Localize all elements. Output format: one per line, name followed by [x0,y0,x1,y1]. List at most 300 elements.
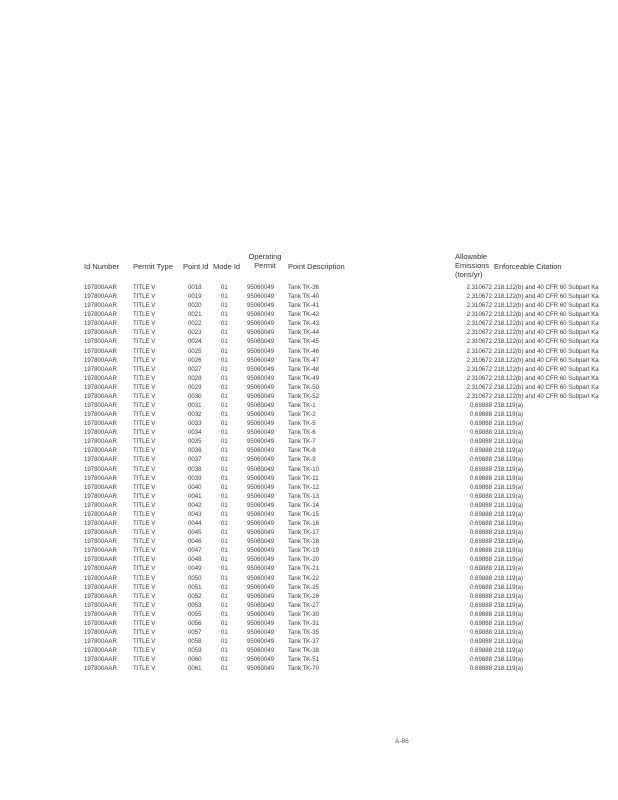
cell-operating-permit: 95060049 [247,510,275,518]
cell-id-number: 197800AAR [84,619,117,627]
cell-enforceable-citation: 218.122(b) and 40 CFR 60 Subpart Ka [494,392,599,400]
cell-id-number: 197800AAR [84,574,117,582]
cell-mode-id: 01 [221,347,228,355]
cell-enforceable-citation: 218.119(a) [494,402,524,410]
cell-permit-type: TITLE V [133,529,156,537]
header-point-id: Point Id [183,262,209,271]
table-row [0,328,618,337]
cell-allowable-emissions: 2.310672 [466,374,492,382]
cell-mode-id: 01 [221,392,228,400]
cell-allowable-emissions: 2.310672 [466,293,492,301]
cell-enforceable-citation: 218.122(b) and 40 CFR 60 Subpart Ka [494,338,599,346]
cell-mode-id: 01 [221,329,228,337]
table-row [0,465,618,474]
cell-point-description: Tank TK-45 [288,338,320,346]
cell-allowable-emissions: 2.310672 [466,284,492,291]
cell-enforceable-citation: 218.119(a) [494,538,524,546]
cell-point-id: 0044 [188,520,202,528]
cell-operating-permit: 95060049 [247,574,275,582]
cell-operating-permit: 95060049 [247,465,275,473]
cell-point-id: 0059 [188,647,202,655]
cell-mode-id: 01 [221,456,228,464]
cell-enforceable-citation: 218.119(a) [494,556,524,564]
cell-operating-permit: 95060049 [247,565,275,573]
cell-point-id: 0048 [188,556,202,564]
cell-point-id: 0028 [188,374,202,382]
cell-permit-type: TITLE V [133,392,156,400]
cell-operating-permit: 95060049 [247,592,275,600]
table-row [0,628,618,637]
cell-enforceable-citation: 218.122(b) and 40 CFR 60 Subpart Ka [494,356,599,364]
cell-allowable-emissions: 2.310672 [466,302,492,310]
cell-permit-type: TITLE V [133,356,156,364]
cell-permit-type: TITLE V [133,347,156,355]
table-row [0,337,618,346]
cell-id-number: 197800AAR [84,383,117,391]
cell-allowable-emissions: 0.69888 [469,483,492,491]
cell-mode-id: 01 [221,420,228,428]
cell-point-id: 0036 [188,447,202,455]
cell-operating-permit: 95060049 [247,438,275,446]
cell-point-description: Tank TK-21 [288,565,320,573]
cell-permit-type: TITLE V [133,638,156,646]
cell-enforceable-citation: 218.119(a) [494,501,524,509]
table-row [0,492,618,501]
cell-enforceable-citation: 218.122(b) and 40 CFR 60 Subpart Ka [494,311,599,319]
cell-point-description: Tank TK-43 [288,320,320,328]
cell-id-number: 197800AAR [84,447,117,455]
table-row [0,528,618,537]
header-enforceable-citation: Enforceable Citation [494,262,562,271]
cell-permit-type: TITLE V [133,383,156,391]
cell-permit-type: TITLE V [133,547,156,555]
table-row [0,601,618,610]
cell-enforceable-citation: 218.119(a) [494,647,524,655]
cell-id-number: 197800AAR [84,583,117,591]
cell-mode-id: 01 [221,601,228,609]
cell-point-description: Tank TK-12 [288,483,320,491]
cell-point-description: Tank TK-40 [288,293,320,301]
cell-allowable-emissions: 2.310672 [466,356,492,364]
cell-mode-id: 01 [221,311,228,319]
cell-id-number: 197800AAR [84,656,117,664]
cell-enforceable-citation: 218.119(a) [494,429,524,437]
cell-point-description: Tank TK-25 [288,583,320,591]
cell-id-number: 197800AAR [84,547,117,555]
table-row [0,383,618,392]
cell-permit-type: TITLE V [133,429,156,437]
cell-permit-type: TITLE V [133,601,156,609]
cell-point-id: 0027 [188,365,202,373]
cell-allowable-emissions: 0.69888 [469,456,492,464]
cell-mode-id: 01 [221,610,228,618]
cell-allowable-emissions: 0.69888 [469,420,492,428]
header-permit-type: Permit Type [133,262,173,271]
cell-point-description: Tank TK-42 [288,311,320,319]
cell-enforceable-citation: 218.122(b) and 40 CFR 60 Subpart Ka [494,302,599,310]
cell-mode-id: 01 [221,547,228,555]
cell-id-number: 197800AAR [84,501,117,509]
cell-mode-id: 01 [221,619,228,627]
cell-operating-permit: 95060049 [247,392,275,400]
cell-operating-permit: 95060049 [247,556,275,564]
cell-mode-id: 01 [221,565,228,573]
table-row [0,592,618,601]
cell-point-description: Tank TK-36 [288,284,320,291]
cell-mode-id: 01 [221,583,228,591]
cell-permit-type: TITLE V [133,302,156,310]
cell-point-id: 0061 [188,665,202,673]
cell-permit-type: TITLE V [133,647,156,655]
cell-point-description: Tank TK-51 [288,656,320,664]
cell-point-id: 0050 [188,574,202,582]
cell-permit-type: TITLE V [133,402,156,410]
cell-allowable-emissions: 0.69888 [469,583,492,591]
header-allowable-emissions: Allowable Emissions (tons/yr) [455,252,490,279]
cell-id-number: 197800AAR [84,538,117,546]
cell-id-number: 197800AAR [84,647,117,655]
cell-point-description: Tank TK-16 [288,520,320,528]
cell-point-description: Tank TK-17 [288,529,320,537]
table-row [0,646,618,655]
cell-permit-type: TITLE V [133,510,156,518]
cell-enforceable-citation: 218.119(a) [494,456,524,464]
cell-point-id: 0037 [188,456,202,464]
cell-point-description: Tank TK-11 [288,474,319,482]
cell-permit-type: TITLE V [133,447,156,455]
cell-point-id: 0040 [188,483,202,491]
table-row [0,374,618,383]
cell-id-number: 197800AAR [84,338,117,346]
cell-allowable-emissions: 0.69888 [469,402,492,410]
cell-allowable-emissions: 2.310672 [466,320,492,328]
cell-point-id: 0034 [188,429,202,437]
cell-id-number: 197800AAR [84,356,117,364]
cell-mode-id: 01 [221,429,228,437]
cell-permit-type: TITLE V [133,492,156,500]
cell-operating-permit: 95060049 [247,638,275,646]
cell-point-id: 0039 [188,474,202,482]
cell-id-number: 197800AAR [84,311,117,319]
cell-enforceable-citation: 218.119(a) [494,574,524,582]
cell-allowable-emissions: 0.69888 [469,628,492,636]
cell-mode-id: 01 [221,665,228,673]
header-id-number: Id Number [84,262,120,271]
cell-enforceable-citation: 218.119(a) [494,420,524,428]
table-row [0,365,618,374]
cell-mode-id: 01 [221,538,228,546]
cell-point-id: 0022 [188,320,202,328]
cell-operating-permit: 95060049 [247,474,275,482]
cell-operating-permit: 95060049 [247,293,275,301]
cell-mode-id: 01 [221,492,228,500]
cell-permit-type: TITLE V [133,474,156,482]
cell-mode-id: 01 [221,510,228,518]
cell-point-id: 0041 [188,492,202,500]
cell-id-number: 197800AAR [84,374,117,382]
cell-point-id: 0030 [188,392,202,400]
cell-operating-permit: 95060049 [247,420,275,428]
cell-operating-permit: 95060049 [247,302,275,310]
cell-point-description: Tank TK-2 [288,411,316,419]
table-row [0,574,618,583]
cell-id-number: 197800AAR [84,510,117,518]
cell-id-number: 197800AAR [84,365,117,373]
cell-permit-type: TITLE V [133,501,156,509]
cell-permit-type: TITLE V [133,656,156,664]
cell-enforceable-citation: 218.122(b) and 40 CFR 60 Subpart Ka [494,329,599,337]
cell-allowable-emissions: 0.69888 [469,438,492,446]
cell-allowable-emissions: 2.310672 [466,329,492,337]
table-row [0,301,618,310]
cell-id-number: 197800AAR [84,628,117,636]
cell-id-number: 197800AAR [84,665,117,673]
cell-operating-permit: 95060049 [247,347,275,355]
cell-enforceable-citation: 218.119(a) [494,610,524,618]
cell-enforceable-citation: 218.119(a) [494,465,524,473]
cell-point-id: 0047 [188,547,202,555]
cell-allowable-emissions: 2.310672 [466,383,492,391]
cell-id-number: 197800AAR [84,520,117,528]
cell-operating-permit: 95060049 [247,356,275,364]
cell-mode-id: 01 [221,638,228,646]
table-row [0,356,618,365]
cell-mode-id: 01 [221,402,228,410]
cell-enforceable-citation: 218.119(a) [494,510,524,518]
table-row [0,546,618,555]
cell-operating-permit: 95060049 [247,619,275,627]
cell-id-number: 197800AAR [84,347,117,355]
cell-operating-permit: 95060049 [247,601,275,609]
cell-enforceable-citation: 218.119(a) [494,565,524,573]
cell-permit-type: TITLE V [133,556,156,564]
cell-permit-type: TITLE V [133,293,156,301]
cell-permit-type: TITLE V [133,420,156,428]
cell-point-description: Tank TK-27 [288,601,320,609]
cell-permit-type: TITLE V [133,365,156,373]
cell-permit-type: TITLE V [133,610,156,618]
cell-mode-id: 01 [221,474,228,482]
cell-point-id: 0018 [188,284,202,291]
cell-enforceable-citation: 218.119(a) [494,483,524,491]
cell-allowable-emissions: 2.310672 [466,311,492,319]
cell-allowable-emissions: 0.69888 [469,592,492,600]
cell-id-number: 197800AAR [84,456,117,464]
cell-point-description: Tank TK-18 [288,538,320,546]
cell-point-description: Tank TK-14 [288,501,320,509]
cell-mode-id: 01 [221,374,228,382]
cell-enforceable-citation: 218.122(b) and 40 CFR 60 Subpart Ka [494,293,599,301]
cell-enforceable-citation: 218.119(a) [494,619,524,627]
cell-enforceable-citation: 218.119(a) [494,665,524,673]
cell-allowable-emissions: 0.69888 [469,601,492,609]
cell-mode-id: 01 [221,356,228,364]
cell-point-description: Tank TK-31 [288,619,320,627]
cell-mode-id: 01 [221,520,228,528]
table-row [0,483,618,492]
cell-mode-id: 01 [221,501,228,509]
cell-mode-id: 01 [221,365,228,373]
cell-point-description: Tank TK-50 [288,383,320,391]
cell-point-id: 0020 [188,302,202,310]
cell-point-description: Tank TK-10 [288,465,320,473]
table-row [0,583,618,592]
cell-id-number: 197800AAR [84,492,117,500]
cell-enforceable-citation: 218.119(a) [494,638,524,646]
cell-permit-type: TITLE V [133,338,156,346]
cell-point-description: Tank TK-7 [288,438,316,446]
cell-mode-id: 01 [221,656,228,664]
cell-enforceable-citation: 218.122(b) and 40 CFR 60 Subpart Ka [494,284,599,291]
cell-permit-type: TITLE V [133,456,156,464]
table-row [0,392,618,401]
cell-operating-permit: 95060049 [247,547,275,555]
cell-point-id: 0035 [188,438,202,446]
table-row [0,519,618,528]
cell-enforceable-citation: 218.119(a) [494,583,524,591]
cell-operating-permit: 95060049 [247,284,275,291]
cell-id-number: 197800AAR [84,284,117,291]
cell-allowable-emissions: 0.69888 [469,656,492,664]
cell-point-id: 0031 [188,402,202,410]
cell-permit-type: TITLE V [133,619,156,627]
cell-allowable-emissions: 0.69888 [469,547,492,555]
cell-allowable-emissions: 2.310672 [466,338,492,346]
cell-enforceable-citation: 218.119(a) [494,529,524,537]
cell-mode-id: 01 [221,411,228,419]
cell-id-number: 197800AAR [84,293,117,301]
cell-allowable-emissions: 0.69888 [469,492,492,500]
cell-allowable-emissions: 0.69888 [469,465,492,473]
cell-point-id: 0021 [188,311,202,319]
cell-allowable-emissions: 0.69888 [469,529,492,537]
cell-operating-permit: 95060049 [247,520,275,528]
cell-point-description: Tank TK-70 [288,665,320,673]
table-row [0,437,618,446]
cell-point-id: 0060 [188,656,202,664]
cell-allowable-emissions: 0.69888 [469,665,492,673]
cell-mode-id: 01 [221,465,228,473]
cell-operating-permit: 95060049 [247,447,275,455]
cell-point-id: 0019 [188,293,202,301]
cell-allowable-emissions: 0.69888 [469,447,492,455]
cell-id-number: 197800AAR [84,483,117,491]
cell-permit-type: TITLE V [133,374,156,382]
cell-permit-type: TITLE V [133,438,156,446]
cell-point-id: 0038 [188,465,202,473]
cell-point-description: Tank TK-46 [288,347,320,355]
table-row [0,410,618,419]
table-row [0,319,618,328]
cell-enforceable-citation: 218.119(a) [494,601,524,609]
table-row [0,555,618,564]
cell-allowable-emissions: 0.69888 [469,429,492,437]
cell-permit-type: TITLE V [133,311,156,319]
cell-allowable-emissions: 0.69888 [469,565,492,573]
cell-point-description: Tank TK-22 [288,574,320,582]
cell-permit-type: TITLE V [133,465,156,473]
cell-operating-permit: 95060049 [247,583,275,591]
cell-allowable-emissions: 0.69888 [469,538,492,546]
cell-id-number: 197800AAR [84,556,117,564]
header-point-description: Point Description [288,262,345,271]
cell-id-number: 197800AAR [84,438,117,446]
cell-operating-permit: 95060049 [247,311,275,319]
cell-point-id: 0053 [188,601,202,609]
cell-operating-permit: 95060049 [247,320,275,328]
cell-point-id: 0056 [188,619,202,627]
cell-point-description: Tank TK-26 [288,592,320,600]
cell-operating-permit: 95060049 [247,329,275,337]
cell-enforceable-citation: 218.122(b) and 40 CFR 60 Subpart Ka [494,365,599,373]
cell-allowable-emissions: 0.69888 [469,411,492,419]
cell-point-description: Tank TK-48 [288,365,320,373]
cell-allowable-emissions: 2.310672 [466,347,492,355]
cell-permit-type: TITLE V [133,665,156,673]
cell-point-id: 0051 [188,583,202,591]
page-number: A-86 [395,738,409,745]
cell-operating-permit: 95060049 [247,492,275,500]
cell-operating-permit: 95060049 [247,338,275,346]
table-row [0,637,618,646]
cell-point-description: Tank TK-1 [288,402,316,410]
cell-id-number: 197800AAR [84,592,117,600]
cell-point-id: 0029 [188,383,202,391]
table-row [0,655,618,664]
cell-permit-type: TITLE V [133,329,156,337]
cell-enforceable-citation: 218.122(b) and 40 CFR 60 Subpart Ka [494,383,599,391]
table-row [0,619,618,628]
cell-id-number: 197800AAR [84,610,117,618]
cell-operating-permit: 95060049 [247,647,275,655]
cell-operating-permit: 95060049 [247,529,275,537]
cell-point-description: Tank TK-35 [288,628,320,636]
cell-allowable-emissions: 0.69888 [469,520,492,528]
cell-point-description: Tank TK-13 [288,492,320,500]
cell-permit-type: TITLE V [133,565,156,573]
table-row [0,428,618,437]
cell-permit-type: TITLE V [133,320,156,328]
cell-mode-id: 01 [221,483,228,491]
cell-mode-id: 01 [221,438,228,446]
cell-id-number: 197800AAR [84,565,117,573]
cell-allowable-emissions: 0.69888 [469,474,492,482]
cell-id-number: 197800AAR [84,638,117,646]
cell-enforceable-citation: 218.119(a) [494,492,524,500]
cell-id-number: 197800AAR [84,420,117,428]
cell-operating-permit: 95060049 [247,610,275,618]
table-row [0,664,618,673]
cell-permit-type: TITLE V [133,583,156,591]
cell-id-number: 197800AAR [84,329,117,337]
cell-point-description: Tank TK-19 [288,547,320,555]
table-row [0,474,618,483]
cell-mode-id: 01 [221,447,228,455]
cell-enforceable-citation: 218.119(a) [494,592,524,600]
cell-point-id: 0046 [188,538,202,546]
cell-point-id: 0033 [188,420,202,428]
cell-mode-id: 01 [221,556,228,564]
cell-id-number: 197800AAR [84,601,117,609]
cell-point-description: Tank TK-30 [288,610,320,618]
cell-operating-permit: 95060049 [247,374,275,382]
cell-point-description: Tank TK-47 [288,356,320,364]
cell-permit-type: TITLE V [133,483,156,491]
cell-point-id: 0043 [188,510,202,518]
cell-operating-permit: 95060049 [247,656,275,664]
cell-permit-type: TITLE V [133,574,156,582]
cell-point-id: 0032 [188,411,202,419]
